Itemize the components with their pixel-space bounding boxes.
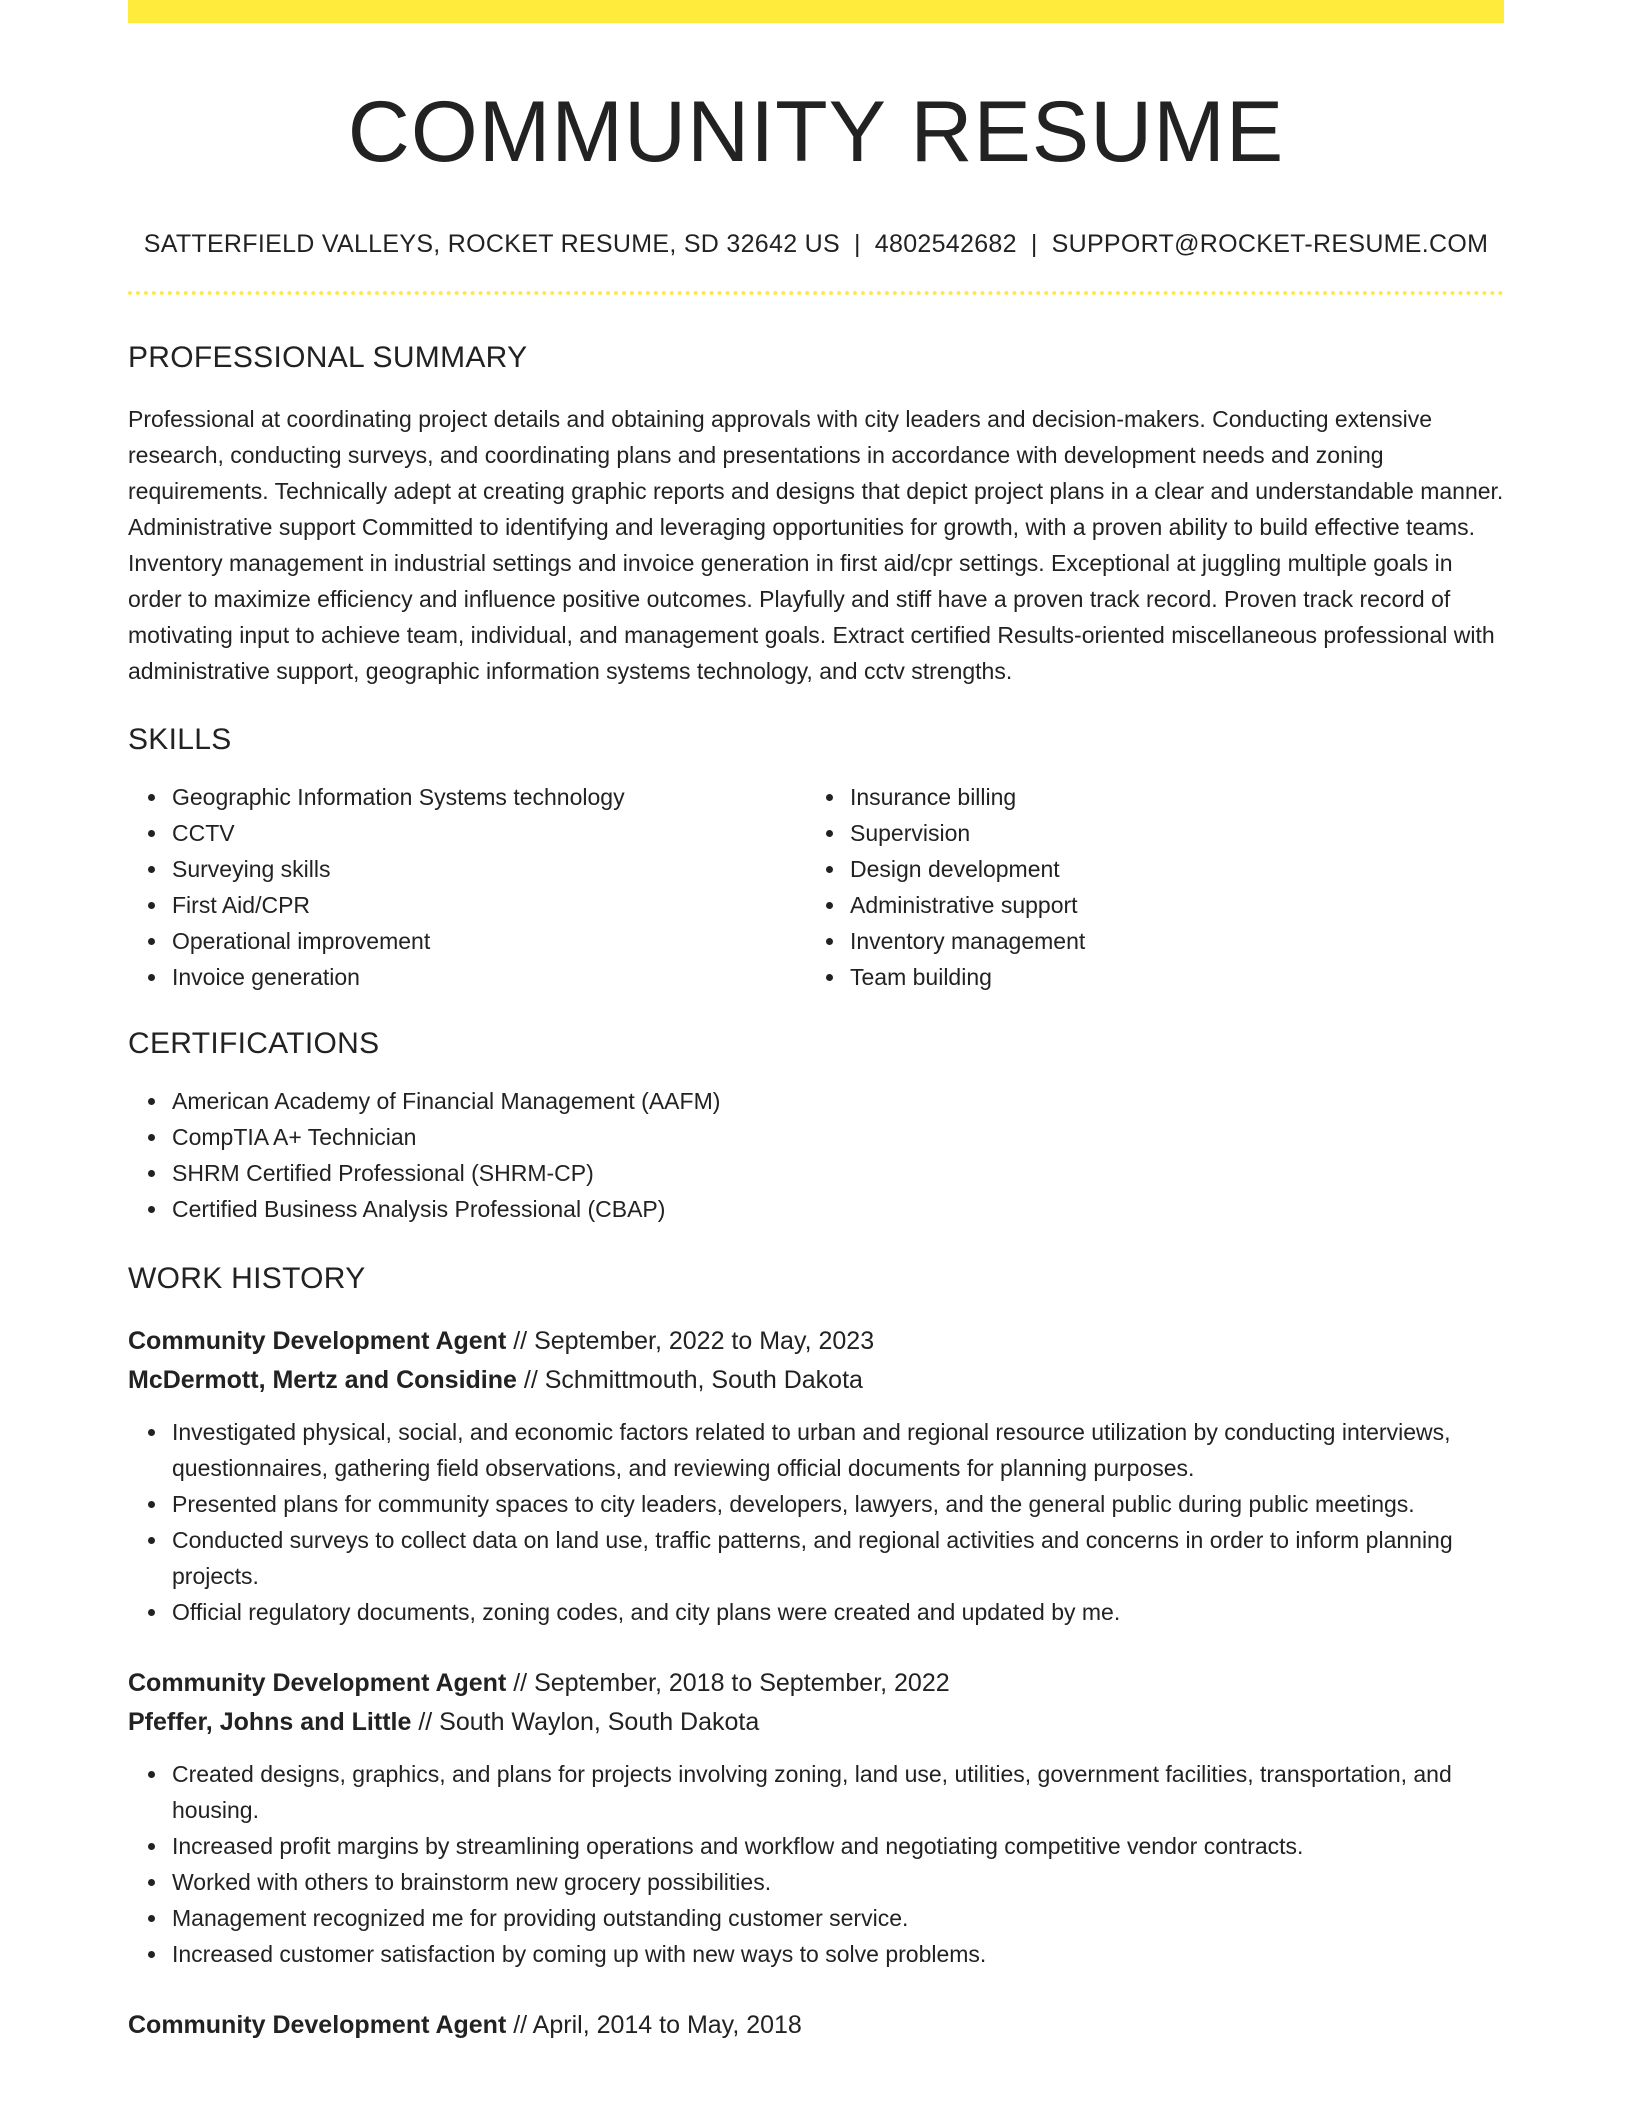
skills-columns bbox=[128, 779, 1504, 995]
job-company-line bbox=[128, 1361, 1504, 1400]
certifications-list bbox=[128, 1083, 1504, 1227]
job-company: Pfeffer, Johns and Little bbox=[128, 1707, 412, 1736]
skill-item: Administrative support bbox=[850, 887, 1085, 923]
job-dates: // September, 2022 to May, 2023 bbox=[506, 1326, 875, 1355]
job-role: Community Development Agent bbox=[128, 1668, 507, 1697]
job-dates: // April, 2014 to May, 2018 bbox=[506, 2010, 802, 2039]
resume-page bbox=[128, 0, 1504, 2045]
job-location: // Schmittmouth, South Dakota bbox=[516, 1365, 863, 1394]
job-title-line bbox=[128, 2006, 1504, 2045]
job-bullets bbox=[128, 1756, 1504, 1972]
contact-separator: | bbox=[853, 229, 861, 258]
job-entry bbox=[128, 2006, 1504, 2045]
section-heading: SKILLS bbox=[128, 722, 232, 756]
job-bullet: Increased profit margins by streamlining operations and workflow and negotiating competitive vendor contracts. bbox=[172, 1828, 1504, 1864]
skill-item: Invoice generation bbox=[172, 959, 806, 995]
job-role: Community Development Agent bbox=[128, 2010, 507, 2039]
job-bullet: Official regulatory documents, zoning codes, and city plans were created and updated by me. bbox=[172, 1594, 1504, 1630]
job-bullets bbox=[128, 1414, 1504, 1630]
contact-line bbox=[128, 230, 1504, 259]
skill-item: Surveying skills bbox=[172, 851, 806, 887]
skill-item: Insurance billing bbox=[850, 779, 1085, 815]
work-history-section bbox=[128, 1262, 1504, 2045]
certification-item: Certified Business Analysis Professional (CBAP) bbox=[172, 1191, 1504, 1227]
skill-item: Design development bbox=[850, 851, 1085, 887]
skills-section bbox=[128, 723, 1504, 995]
section-heading: PROFESSIONAL SUMMARY bbox=[128, 340, 528, 374]
job-entry bbox=[128, 1664, 1504, 1972]
skill-item: Supervision bbox=[850, 815, 1085, 851]
job-role: Community Development Agent bbox=[128, 1326, 507, 1355]
professional-summary-section bbox=[128, 341, 1504, 689]
job-company-line bbox=[128, 1703, 1504, 1742]
job-bullet: Created designs, graphics, and plans for projects involving zoning, land use, utilities, government facilities, transportation, and housing. bbox=[172, 1756, 1504, 1828]
job-entry bbox=[128, 1322, 1504, 1630]
certification-item: SHRM Certified Professional (SHRM-CP) bbox=[172, 1155, 1504, 1191]
section-heading: CERTIFICATIONS bbox=[128, 1026, 380, 1060]
skills-column-1 bbox=[128, 779, 806, 995]
skill-item: CCTV bbox=[172, 815, 806, 851]
job-title-line bbox=[128, 1664, 1504, 1703]
skill-item: Inventory management bbox=[850, 923, 1085, 959]
section-heading: WORK HISTORY bbox=[128, 1261, 366, 1295]
job-bullet: Increased customer satisfaction by coming up with new ways to solve problems. bbox=[172, 1936, 1504, 1972]
summary-text: Professional at coordinating project details and obtaining approvals with city leaders and decision-makers. Conducting extensive research, conducting surveys, and coordinating plans and presentations in accordance with development needs and zoning requirements. Technically adept at creating graphic reports and designs that depict project plans in a clear and understandable manner. Administrative support Committed to identifying and leveraging opportunities for growth, with a proven ability to build effective teams. Inventory management in industrial settings and invoice generation in first aid/cpr settings. Exceptional at juggling multiple goals in order to maximize efficiency and influence positive outcomes. Playfully and stiff have a proven track record. Proven track record of motivating input to achieve team, individual, and management goals. Extract certified Results-oriented miscellaneous professional with administrative support, geographic information systems technology, and cctv strengths. bbox=[128, 405, 1504, 684]
certification-item: American Academy of Financial Management (AAFM) bbox=[172, 1083, 1504, 1119]
job-bullet: Conducted surveys to collect data on land use, traffic patterns, and regional activities and concerns in order to inform planning projects. bbox=[172, 1522, 1504, 1594]
job-bullet: Worked with others to brainstorm new grocery possibilities. bbox=[172, 1864, 1504, 1900]
header-divider bbox=[128, 291, 1504, 295]
job-dates: // September, 2018 to September, 2022 bbox=[506, 1668, 950, 1697]
contact-separator: | bbox=[1030, 229, 1038, 258]
job-company: McDermott, Mertz and Considine bbox=[128, 1365, 517, 1394]
job-title-line bbox=[128, 1322, 1504, 1361]
skill-item: Operational improvement bbox=[172, 923, 806, 959]
job-bullet: Investigated physical, social, and economic factors related to urban and regional resource utilization by conducting interviews, questionnaires, gathering field observations, and reviewing official documents for planning purposes. bbox=[172, 1414, 1504, 1486]
skill-item: Team building bbox=[850, 959, 1085, 995]
contact-email: SUPPORT@ROCKET-RESUME.COM bbox=[1051, 229, 1489, 258]
job-location: // South Waylon, South Dakota bbox=[411, 1707, 760, 1736]
resume-name: COMMUNITY RESUME bbox=[347, 84, 1285, 180]
contact-address: SATTERFIELD VALLEYS, ROCKET RESUME, SD 32642 US bbox=[143, 229, 840, 258]
certification-item: CompTIA A+ Technician bbox=[172, 1119, 1504, 1155]
accent-bar bbox=[128, 0, 1504, 23]
skills-column-2 bbox=[806, 779, 1085, 995]
skill-item: Geographic Information Systems technology bbox=[172, 779, 806, 815]
job-bullet: Management recognized me for providing outstanding customer service. bbox=[172, 1900, 1504, 1936]
job-bullet: Presented plans for community spaces to city leaders, developers, lawyers, and the general public during public meetings. bbox=[172, 1486, 1504, 1522]
skill-item: First Aid/CPR bbox=[172, 887, 806, 923]
contact-phone: 4802542682 bbox=[874, 229, 1017, 258]
certifications-section bbox=[128, 1027, 1504, 1227]
